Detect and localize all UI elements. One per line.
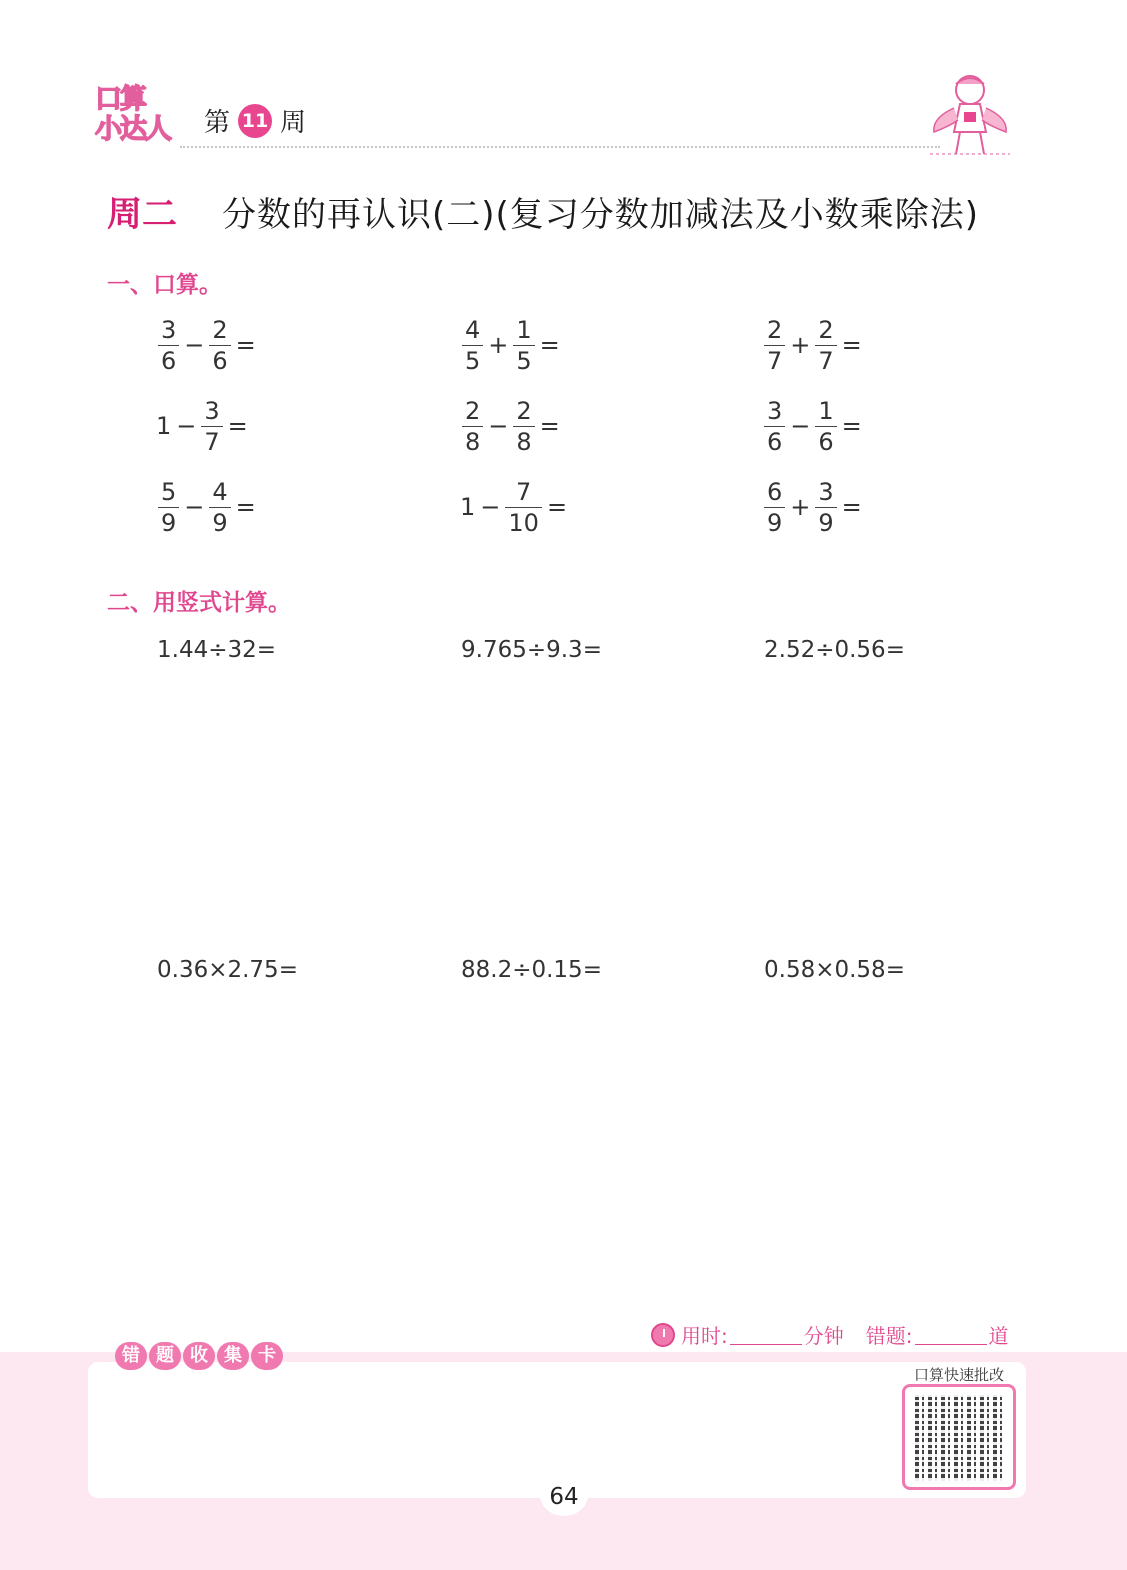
operator: − — [184, 493, 205, 521]
fraction: $\frac{2}{7}$ — [764, 315, 785, 376]
equals-sign: = — [227, 412, 248, 440]
cartoon-boy-mascot-icon — [920, 70, 1020, 160]
logo-line1: 口算 — [95, 84, 145, 115]
operator: − — [790, 412, 811, 440]
operator: − — [480, 493, 501, 521]
vertical-calc-problem: 9.765÷9.3= — [461, 637, 602, 663]
whole-number: 1 — [460, 493, 476, 521]
error-card-label: 错 题 收 集 卡 — [115, 1342, 285, 1370]
error-blank[interactable] — [915, 1324, 987, 1345]
header-divider — [180, 146, 940, 148]
equals-sign: = — [841, 412, 862, 440]
week-label — [204, 102, 306, 139]
week-suffix: 周 — [280, 108, 307, 138]
vertical-calc-problem: 0.58×0.58= — [764, 957, 905, 983]
oral-problem — [156, 313, 259, 377]
vertical-calc-problem: 2.52÷0.56= — [764, 637, 905, 663]
qr-title: 口算快速批改 — [914, 1366, 1005, 1384]
oral-problem — [762, 394, 865, 458]
oral-problem — [460, 475, 570, 539]
fraction: $\frac{3}{7}$ — [201, 396, 222, 457]
operator: − — [176, 412, 197, 440]
time-and-errors — [651, 1320, 1009, 1349]
equals-sign: = — [546, 493, 568, 521]
logo-line2: 小达人 — [95, 114, 170, 145]
oral-problem — [460, 394, 563, 458]
fraction: $\frac{3}{6}$ — [158, 315, 179, 376]
stopwatch-icon — [651, 1323, 675, 1347]
qr-code-icon[interactable] — [902, 1384, 1016, 1490]
vertical-calc-problem: 88.2÷0.15= — [461, 957, 602, 983]
equals-sign: = — [841, 493, 862, 521]
week-prefix: 第 — [204, 108, 231, 138]
oral-problem — [460, 313, 563, 377]
vertical-calc-problem: 0.36×2.75= — [157, 957, 298, 983]
oral-problem — [156, 394, 251, 458]
equals-sign: = — [539, 412, 560, 440]
error-label: 错题: — [865, 1324, 913, 1348]
equals-sign: = — [235, 331, 256, 359]
operator: − — [488, 412, 509, 440]
operator: − — [184, 331, 205, 359]
whole-number: 1 — [156, 412, 172, 440]
equals-sign: = — [539, 331, 560, 359]
fraction: $\frac{6}{9}$ — [764, 477, 785, 538]
operator: + — [488, 331, 509, 359]
equals-sign: = — [841, 331, 862, 359]
equals-sign: = — [235, 493, 256, 521]
fraction: $\frac{3}{6}$ — [764, 396, 785, 457]
lesson-day: 周二 — [107, 195, 178, 235]
oral-problem — [156, 475, 259, 539]
section1-heading: 一、口算。 — [107, 272, 222, 298]
week-number-badge: 11 — [238, 104, 272, 138]
fraction: $\frac{3}{9}$ — [815, 477, 836, 538]
fraction: $\frac{2}{8}$ — [462, 396, 483, 457]
fraction: $\frac{1}{5}$ — [513, 315, 534, 376]
brand-logo — [95, 86, 181, 150]
oral-problem — [762, 475, 865, 539]
vertical-calc-problem: 1.44÷32= — [157, 637, 277, 663]
fraction: $\frac{5}{9}$ — [158, 477, 179, 538]
fraction: $\frac{2}{8}$ — [513, 396, 534, 457]
fraction: $\frac{7}{10}$ — [505, 477, 542, 538]
section2-heading: 二、用竖式计算。 — [107, 590, 291, 616]
time-blank[interactable] — [730, 1324, 802, 1345]
fraction: $\frac{2}{7}$ — [815, 315, 836, 376]
time-unit: 分钟 — [803, 1324, 844, 1348]
fraction: $\frac{1}{6}$ — [815, 396, 836, 457]
operator: + — [790, 331, 811, 359]
page-number: 64 — [540, 1474, 588, 1516]
lesson-topic: 分数的再认识(二)(复习分数加减法及小数乘除法) — [222, 195, 980, 235]
fraction: $\frac{4}{9}$ — [209, 477, 230, 538]
error-unit: 道 — [988, 1324, 1009, 1348]
fraction: $\frac{4}{5}$ — [462, 315, 483, 376]
oral-problem — [762, 313, 865, 377]
time-label: 用时: — [681, 1324, 728, 1348]
operator: + — [790, 493, 811, 521]
fraction: $\frac{2}{6}$ — [209, 315, 230, 376]
